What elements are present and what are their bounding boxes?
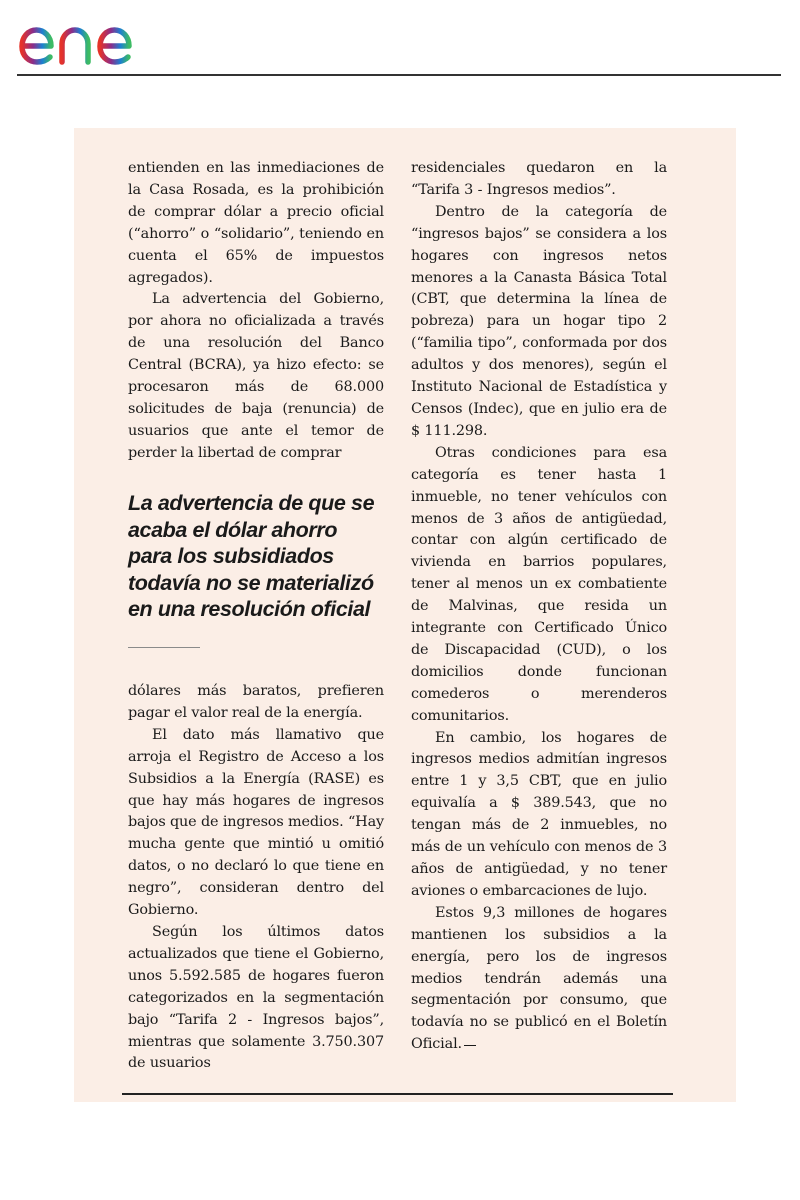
paragraph [411, 903, 667, 1056]
article-column-left-top [128, 158, 384, 465]
paragraph: dólares más baratos, prefieren pagar el valor real de la energía. [128, 683, 384, 721]
paragraph: La advertencia del Gobierno, por ahora no oficializada a través de una resolución del Banco Central (BCRA), ya hizo efecto: se procesaron más de 68.000 solicitudes de baja (renuncia) de usuarios que ante el temor de perder la libertad de comprar [128, 291, 384, 461]
paragraph: residenciales quedaron en la “Tarifa 3 - Ingresos medios”. [411, 160, 667, 198]
paragraph: Según los últimos datos actualizados que tiene el Gobierno, unos 5.592.585 de hogares fueron categorizados en la segmentación bajo “Tarifa 2 - Ingresos bajos”, mientras que solamente 3.750.307 de usuarios [128, 923, 384, 1072]
pull-quote: La advertencia de que se acaba el dólar ahorro para los subsidiados todavía no se materializó en una resolución oficial [128, 491, 375, 622]
end-mark [464, 1045, 476, 1046]
paragraph: El dato más llamativo que arroja el Registro de Acceso a los Subsidios a la Energía (RASE) es que hay más hogares de ingresos bajos que de ingresos medios. “Hay mucha gente que mintió u omitió datos, o no declaró lo que tiene en negro”, consideran dentro del Gobierno. [128, 726, 384, 919]
pull-quote-divider [128, 647, 200, 648]
article-column-left-bottom [128, 681, 384, 1075]
paragraph: entienden en las inmediaciones de la Casa Rosada, es la prohibición de comprar dólar a precio oficial (“ahorro” o “solidario”, teniendo en cuenta el 65% de impuestos agregados). [128, 160, 384, 286]
enel-logo [18, 10, 170, 66]
paragraph: En cambio, los hogares de ingresos medios admitían ingresos entre 1 y 3,5 CBT, que en julio equivalía a $ 389.543, que no tengan más de 2 inmuebles, no más de un vehículo con menos de 3 años de antigüedad, y no tener aviones o embarcaciones de lujo. [411, 729, 667, 899]
paragraph: Otras condiciones para esa categoría es tener hasta 1 inmueble, no tener vehículos con menos de 3 años de antigüedad, contar con algún certificado de vivienda en barrios populares, tener al menos un ex combatiente de Malvinas, que resida un integrante con Certificado Único de Discapacidad (CUD), o los domicilios donde funcionan comederos o merenderos comunitarios. [411, 444, 667, 724]
paragraph-text: Estos 9,3 millones de hogares mantienen los subsidios a la energía, pero los de ingresos medios tendrán además una segmentación por consumo, que todavía no se publicó en el Boletín Oficial. [411, 904, 667, 1053]
paragraph: Dentro de la categoría de “ingresos bajos” se considera a los hogares con ingresos netos menores a la Canasta Básica Total (CBT, que determina la línea de pobreza) para un hogar tipo 2 (“familia tipo”, conformada por dos adultos y dos menores), según el Instituto Nacional de Estadística y Censos (Indec), que en julio era de $ 111.298. [411, 203, 667, 439]
article-column-right [411, 158, 667, 1056]
logo-text: enel [18, 10, 21, 11]
header-divider [17, 74, 781, 76]
bottom-divider [122, 1093, 673, 1095]
newspaper-clipping [74, 128, 736, 1102]
